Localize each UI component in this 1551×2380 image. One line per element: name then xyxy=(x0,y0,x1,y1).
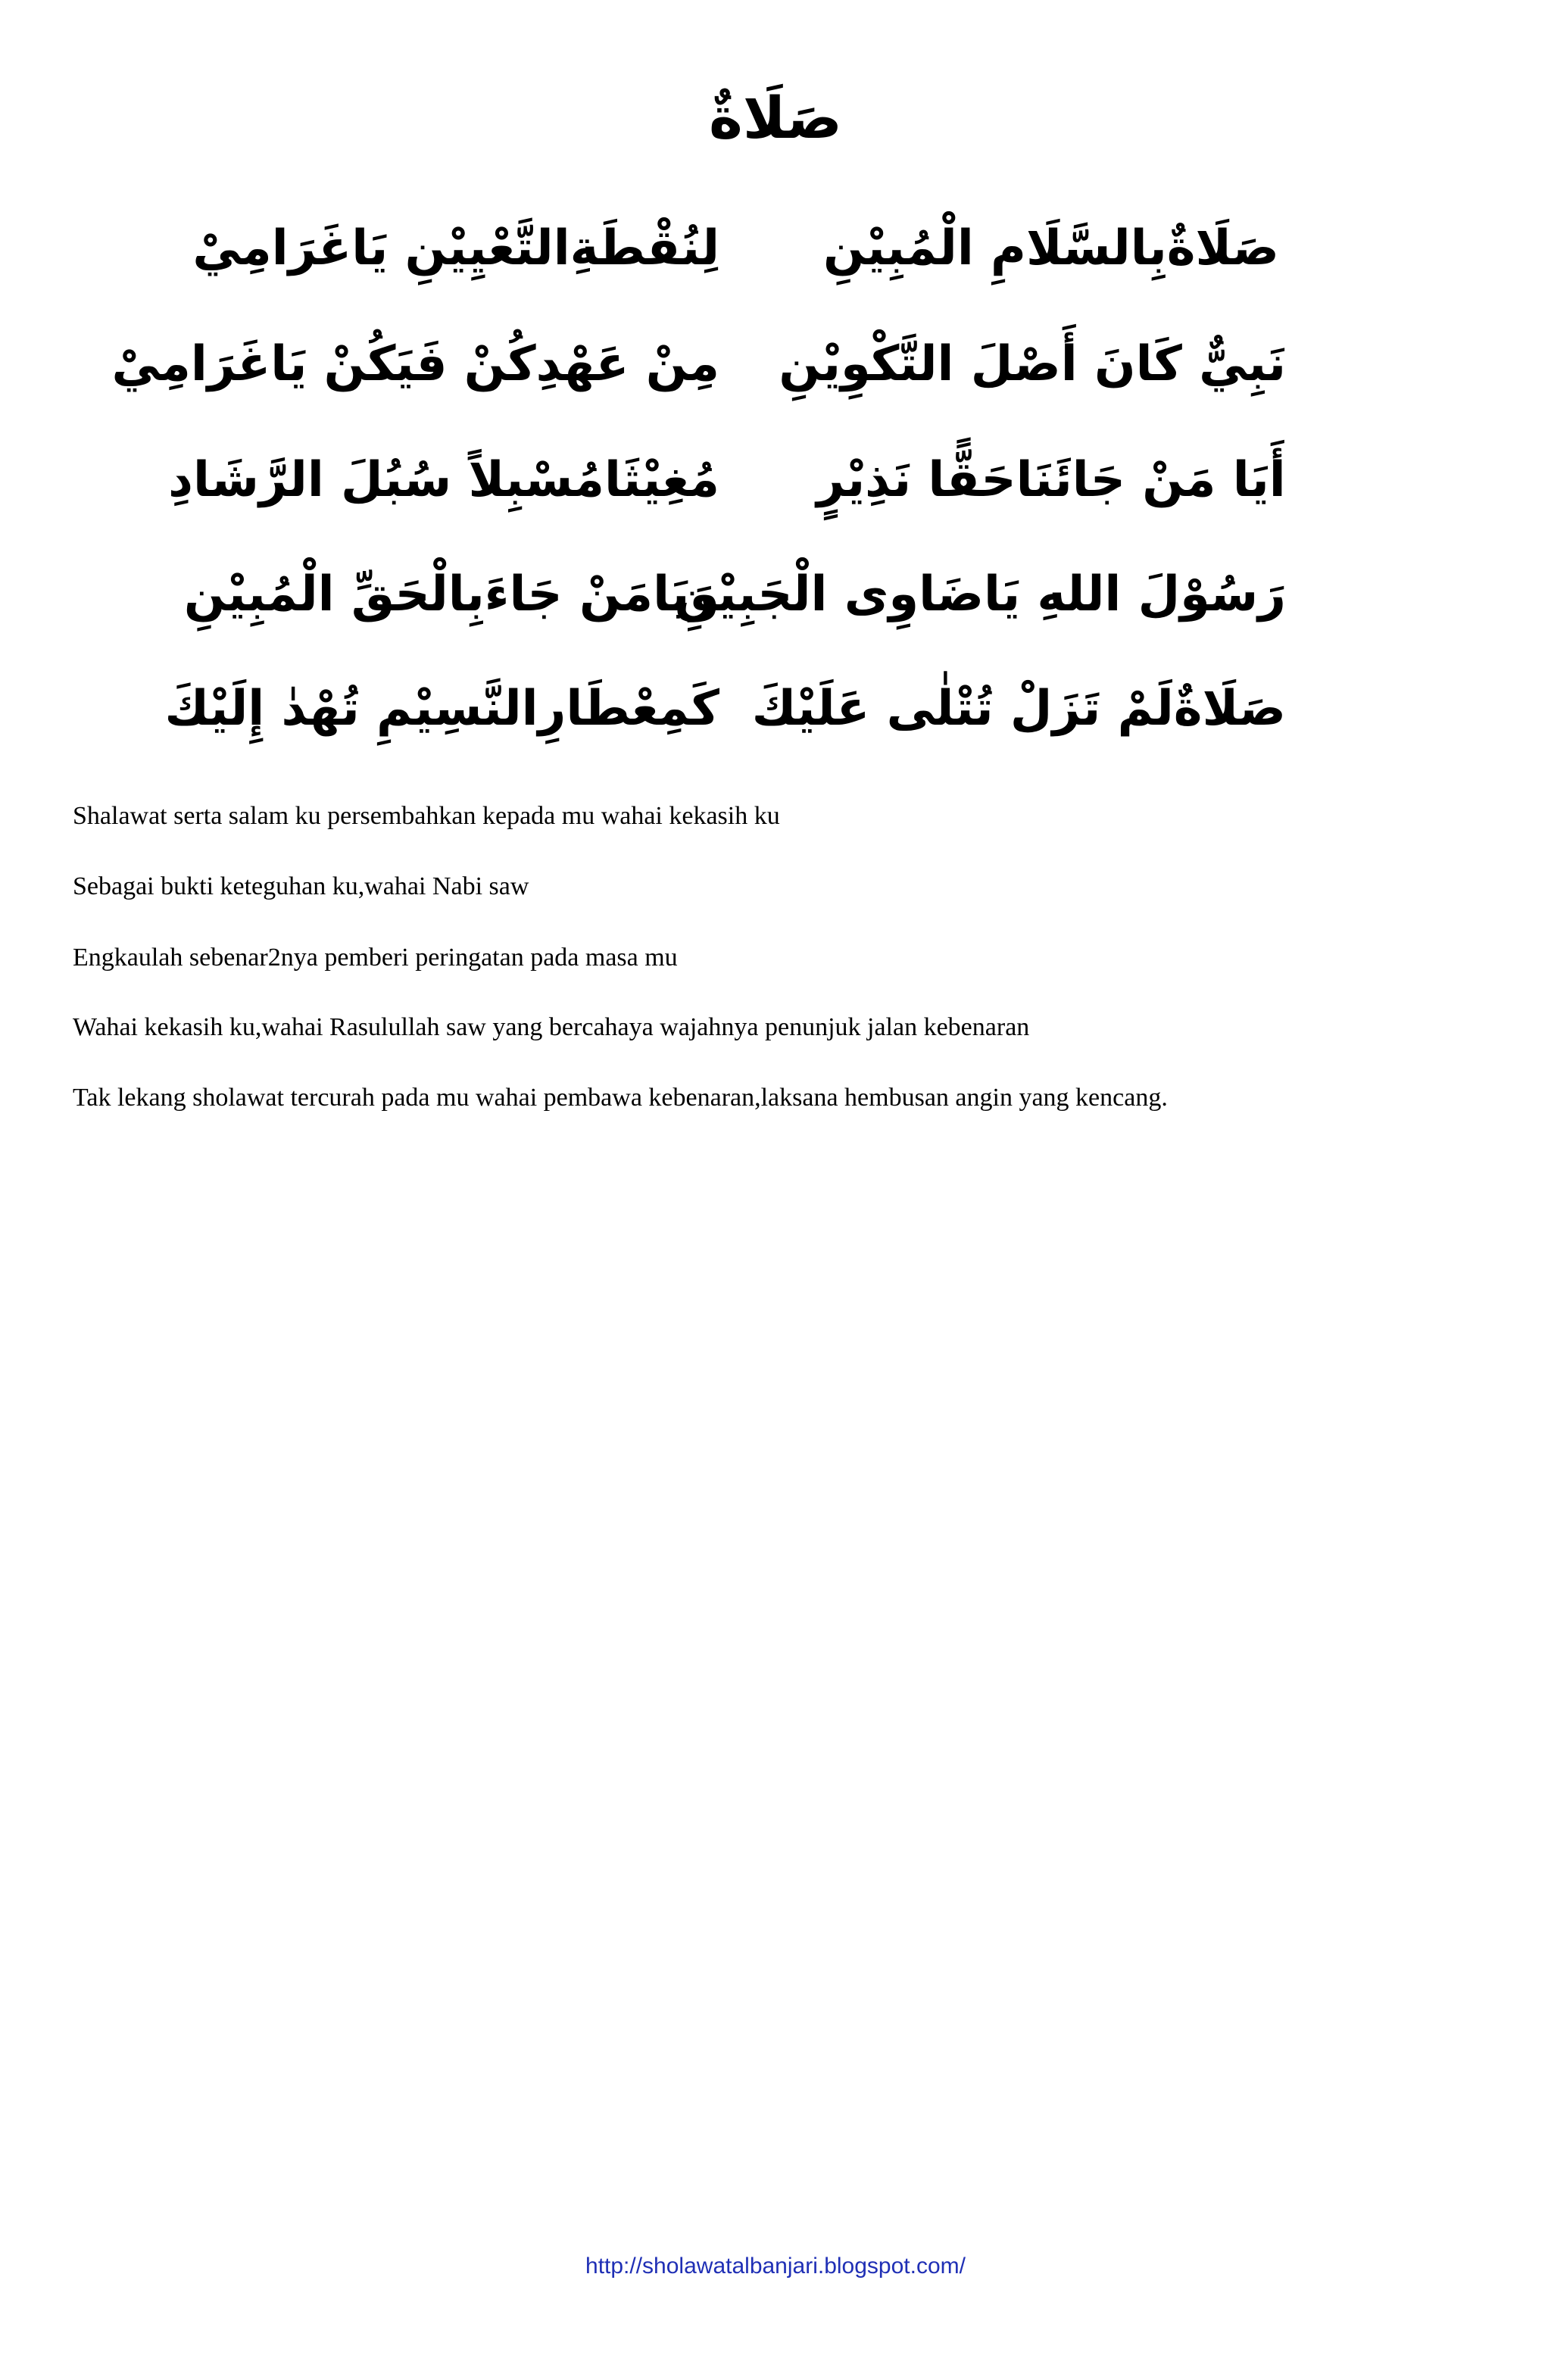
verse-5-right: صَلَاةٌلَمْ تَزَلْ تُتْلٰى عَلَيْكَ xyxy=(751,681,1286,737)
verse-1-right: صَلَاةٌبِالسَّلَامِ الْمُبِيْنِ xyxy=(823,220,1279,276)
verse-2-left: مِنْ عَهْدِكُنْ فَيَكُنْ يَاغَرَامِيْ xyxy=(111,336,719,392)
translation-line-3: Engkaulah sebenar2nya pemberi peringatan pada masa mu xyxy=(73,944,678,972)
translation-line-4: Wahai kekasih ku,wahai Rasulullah saw yang bercahaya wajahnya penunjuk jalan kebenaran xyxy=(73,1013,1030,1041)
verse-1-left: لِنُقْطَةِالتَّعْيِيْنِ يَاغَرَامِيْ xyxy=(192,220,719,276)
translation-line-2: Sebagai bukti keteguhan ku,wahai Nabi saw xyxy=(73,872,529,900)
verse-4-left: وَيَامَنْ جَاءَبِالْحَقِّ الْمُبِيْنِ xyxy=(183,566,719,622)
verse-3-right: أَيَا مَنْ جَائَنَاحَقًّا نَذِيْرٍ xyxy=(816,452,1286,508)
verse-2-right: نَبِيٌّ كَانَ أَصْلَ التَّكْوِيْنِ xyxy=(779,336,1286,392)
page-title: صَلَاةٌ xyxy=(708,84,842,151)
verse-3-left: مُغِيْثَامُسْبِلاً سُبُلَ الرَّشَادِ xyxy=(168,452,719,508)
verse-5-left: كَمِعْطَارِالنَّسِيْمِ تُهْدٰ إِلَيْكَ xyxy=(164,681,719,737)
verse-4-right: رَسُوْلَ اللهِ يَاضَاوِى الْجَبِيْنِ xyxy=(674,566,1286,622)
footer-url-link[interactable]: http://sholawatalbanjari.blogspot.com/ xyxy=(585,2254,966,2279)
translation-line-1: Shalawat serta salam ku persembahkan kepada mu wahai kekasih ku xyxy=(73,802,780,830)
translation-line-5: Tak lekang sholawat tercurah pada mu wahai pembawa kebenaran,laksana hembusan angin yang kencang. xyxy=(73,1084,1168,1112)
